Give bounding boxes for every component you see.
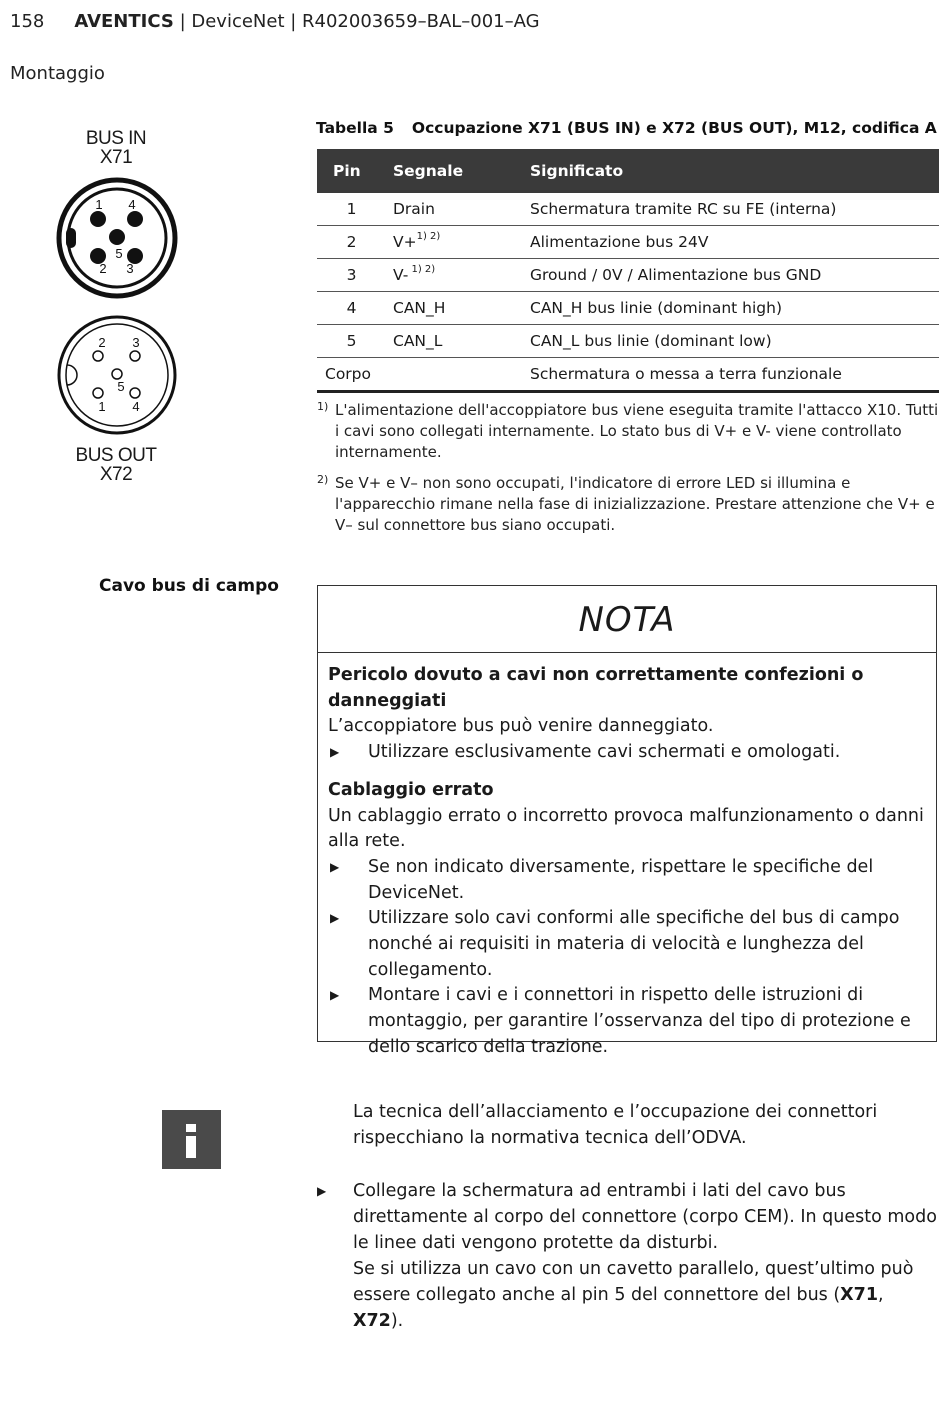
- pin-cell: 5: [317, 325, 386, 358]
- table-caption: [316, 119, 937, 137]
- table-row: [317, 259, 939, 292]
- step-text-2: [353, 1256, 937, 1334]
- table-row: [317, 226, 939, 259]
- bullet-arrow-icon: ▶: [330, 859, 340, 874]
- signal-text: V+: [393, 233, 417, 251]
- footnote-mark: 2): [317, 473, 329, 486]
- bus-in-label-line1: BUS IN: [85, 128, 147, 149]
- notice-heading-1: Pericolo dovuto a cavi non correttamente confezioni o danneggiati: [328, 665, 864, 711]
- pin-assignment-table: [317, 149, 939, 393]
- footnote-1: [317, 400, 939, 463]
- bullet-arrow-icon: ▶: [330, 911, 340, 926]
- corpo-cell: Corpo: [317, 358, 530, 392]
- notice-bullet: [328, 983, 928, 1060]
- separator: ,: [878, 1285, 884, 1305]
- notice-body: [328, 663, 928, 1061]
- footnote-ref: 1) 2): [408, 263, 436, 275]
- meaning-cell: Ground / 0V / Alimentazione bus GND: [530, 259, 939, 292]
- notice-bullet: [328, 740, 928, 766]
- footnote-mark: 1): [317, 400, 329, 413]
- meaning-cell: Schermatura tramite RC su FE (interna): [530, 193, 939, 226]
- notice-bullet: [328, 855, 928, 906]
- notice-bullet-text: Utilizzare esclusivamente cavi schermati e omologati.: [368, 742, 841, 763]
- signal-text: CAN_L: [393, 332, 443, 350]
- footnote-text: Se V+ e V– non sono occupati, l'indicatore di errore LED si illumina e l'apparecchio rimane nella fase di inizializzazione. Prestare attenzione che V+ e V– sul connettore bus siano occupati.: [335, 474, 935, 534]
- column-header-meaning: Significato: [530, 149, 939, 193]
- table-number: Tabella 5: [316, 119, 394, 137]
- info-text: La tecnica dell’allacciamento e l’occupazione dei connettori rispecchiano la normativa tecnica dell’ODVA.: [353, 1102, 878, 1148]
- connector-ref-x72: X72: [353, 1311, 391, 1331]
- running-header: [10, 11, 540, 32]
- pin-label: 3: [126, 261, 134, 276]
- signal-cell: [386, 193, 530, 226]
- notice-heading-2: Cablaggio errato: [328, 779, 494, 800]
- pin-label: 5: [115, 246, 123, 261]
- meaning-cell: CAN_H bus linie (dominant high): [530, 292, 939, 325]
- bus-in-label: [56, 129, 176, 167]
- table-title: Occupazione X71 (BUS IN) e X72 (BUS OUT), M12, codifica A: [411, 119, 937, 137]
- signal-text: V-: [393, 266, 409, 284]
- pin-cell: 4: [317, 292, 386, 325]
- pin-cell: 3: [317, 259, 386, 292]
- side-heading: Cavo bus di campo: [99, 576, 279, 596]
- footnote-ref: 1) 2): [416, 230, 441, 242]
- table-row: [317, 325, 939, 358]
- pin-label: 2: [99, 261, 107, 276]
- section-title: Montaggio: [10, 63, 105, 84]
- bus-out-label-line2: X72: [99, 464, 133, 485]
- bus-out-label-line1: BUS OUT: [75, 445, 157, 466]
- pin-label: 4: [132, 399, 140, 414]
- connector-ref-x71: X71: [840, 1285, 879, 1305]
- signal-cell: [386, 226, 530, 259]
- notice-bullet: [328, 906, 928, 983]
- bus-out-label: [56, 446, 176, 484]
- instruction-step: [317, 1178, 937, 1334]
- meaning-cell: Schermatura o messa a terra funzionale: [530, 358, 939, 392]
- notice-bullet-text: Utilizzare solo cavi conformi alle specifiche del bus di campo nonché ai requisiti in materia di velocità e lunghezza del collegamento.: [368, 908, 900, 980]
- pin-label: 1: [98, 399, 106, 414]
- pin-cell: 2: [317, 226, 386, 259]
- brand-name: AVENTICS: [74, 11, 174, 32]
- notice-paragraph-1: L’accoppiatore bus può venire danneggiato.: [328, 716, 714, 737]
- info-icon: [162, 1110, 221, 1169]
- notice-bullet-text: Se non indicato diversamente, rispettare le specifiche del DeviceNet.: [368, 856, 874, 903]
- bus-in-connector-diagram: [56, 177, 178, 299]
- signal-text: Drain: [393, 200, 435, 218]
- signal-text: CAN_H: [393, 299, 446, 317]
- bus-in-label-line2: X71: [99, 147, 133, 168]
- table-row-corpo: [317, 358, 939, 392]
- meaning-cell: CAN_L bus linie (dominant low): [530, 325, 939, 358]
- table-row: [317, 292, 939, 325]
- column-header-signal: Segnale: [386, 149, 530, 193]
- column-header-pin: Pin: [317, 149, 386, 193]
- document-id: | DeviceNet | R402003659–BAL–001–AG: [173, 11, 540, 32]
- bullet-arrow-icon: ▶: [330, 745, 340, 760]
- bullet-arrow-icon: ▶: [317, 1184, 327, 1198]
- notice-title: NOTA: [318, 586, 936, 653]
- pin-label: 2: [98, 335, 106, 350]
- bullet-arrow-icon: ▶: [330, 988, 340, 1003]
- notice-box: [317, 585, 937, 1057]
- pin-cell: 1: [317, 193, 386, 226]
- signal-cell: [386, 259, 530, 292]
- footnote-2: [317, 473, 939, 536]
- pin-label: 5: [117, 379, 125, 394]
- signal-cell: [386, 325, 530, 358]
- signal-cell: [386, 292, 530, 325]
- pin-label: 4: [128, 197, 136, 212]
- table-header-row: [317, 149, 939, 193]
- bus-out-connector-diagram: [56, 314, 178, 436]
- pin-label: 1: [95, 197, 103, 212]
- step-text-2-start: Se si utilizza un cavo con un cavetto parallelo, quest’ultimo può essere collegato anche al pin 5 del connettore del bus (: [353, 1259, 914, 1305]
- notice-paragraph-2: Un cablaggio errato o incorretto provoca malfunzionamento o danni alla rete.: [328, 805, 924, 852]
- notice-bullet-text: Montare i cavi e i connettori in rispetto delle istruzioni di montaggio, per garantire l’osservanza del tipo di protezione e dello scarico della trazione.: [368, 985, 911, 1057]
- step-text-2-end: ).: [390, 1311, 404, 1331]
- page-number: 158: [10, 11, 45, 32]
- meaning-cell: Alimentazione bus 24V: [530, 226, 939, 259]
- table-row: [317, 193, 939, 226]
- footnote-text: L'alimentazione dell'accoppiatore bus viene eseguita tramite l'attacco X10. Tutti i cavi sono collegati internamente. Lo stato bus di V+ e V- viene controllato internamente.: [335, 401, 939, 461]
- step-text-1: Collegare la schermatura ad entrambi i lati del cavo bus direttamente al corpo del connettore (corpo CEM). In questo modo le linee dati vengono protette da disturbi.: [353, 1181, 937, 1253]
- pin-label: 3: [132, 335, 140, 350]
